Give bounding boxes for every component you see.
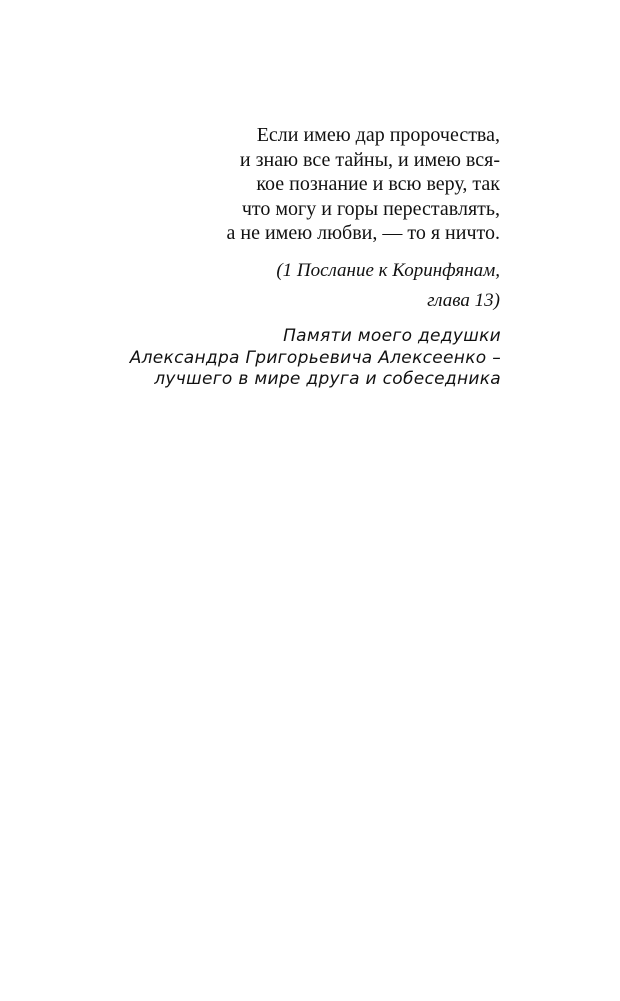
epigraph (150, 123, 500, 316)
dedication (120, 326, 501, 391)
epigraph-line: кое познание и всю веру, так (256, 173, 500, 196)
epigraph-line: что могу и горы переставлять, (241, 197, 500, 220)
epigraph-line: и знаю все тайны, и имею вся- (239, 148, 500, 171)
epigraph-source-line: (1 Послание к Коринфянам, (276, 259, 500, 281)
epigraph-quote (150, 123, 500, 246)
epigraph-source-line: глава 13) (427, 289, 500, 311)
epigraph-line: а не имею любви, — то я ничто. (226, 222, 500, 245)
dedication-line: лучшего в мире друга и собеседника (154, 369, 501, 389)
epigraph-source (150, 256, 500, 316)
dedication-line: Памяти моего дедушки (283, 326, 501, 346)
dedication-line: Александра Григорьевича Алексеенко – (129, 347, 501, 368)
epigraph-line: Если имею дар пророчества, (256, 124, 500, 146)
